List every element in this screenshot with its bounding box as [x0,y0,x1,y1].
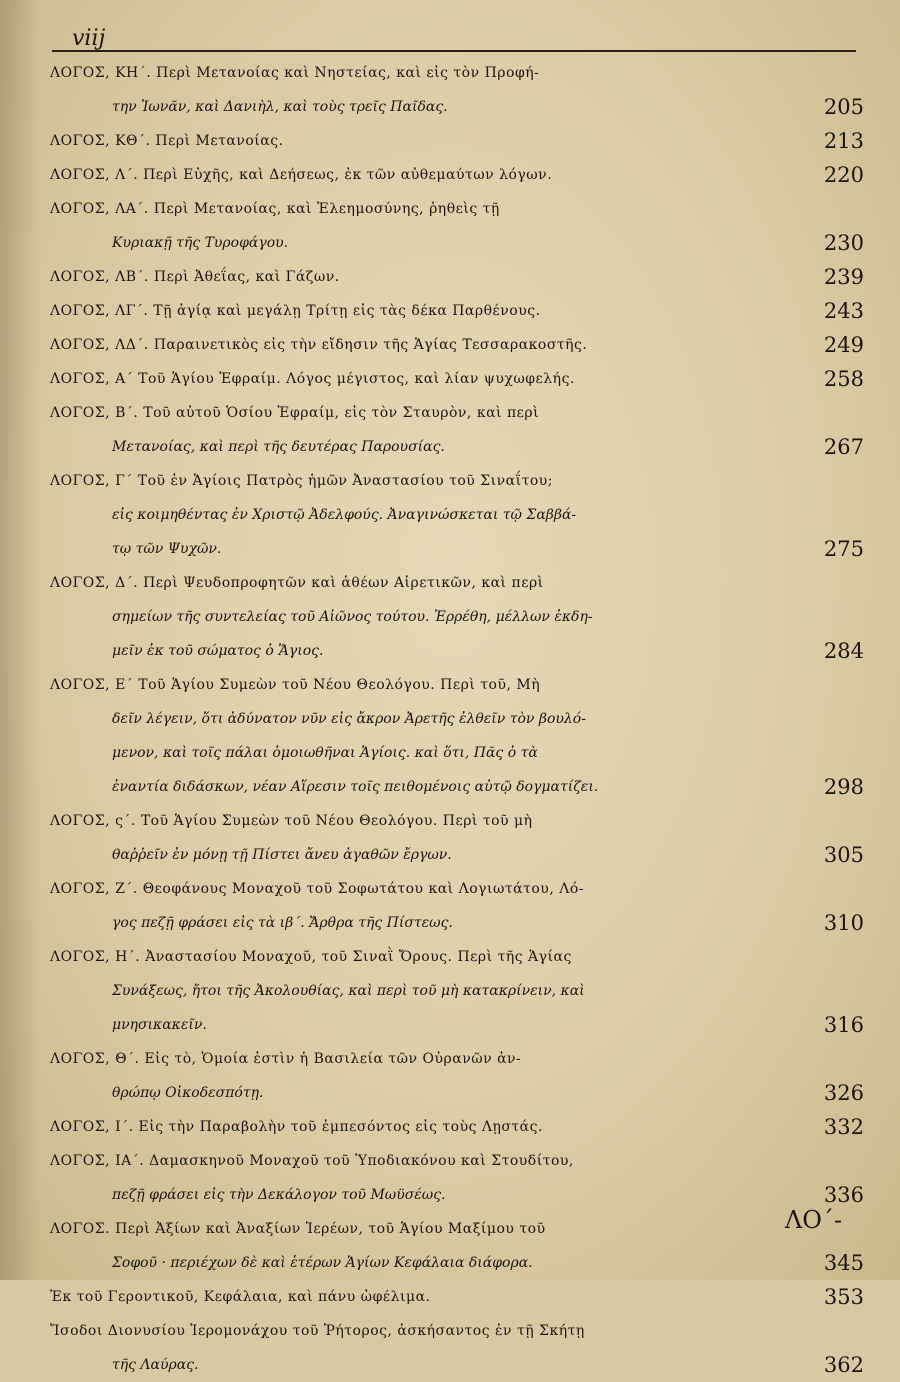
toc-entry [50,804,870,872]
toc-entry-text: ΛΟΓΟΣ, Α΄ Τοῦ Ἁγίου Ἐφραίμ. Λόγος μέγιστος, καὶ λίαν ψυχωφελής. [50,371,575,387]
toc-entry-heading [50,396,870,430]
toc-entry-heading [50,328,870,362]
toc-entry-continuation [50,1246,870,1280]
toc-entry-continuation [50,1348,870,1382]
toc-entry-text: Σοφοῦ · περιέχων δὲ καὶ ἑτέρων Ἁγίων Κεφάλαια διάφορα. [112,1255,533,1271]
page-number: viij [72,26,106,51]
toc-page-number: 239 [823,265,864,289]
toc-page-number: 336 [823,1183,864,1207]
toc-entry-heading [50,668,870,702]
toc-page-number: 275 [823,537,864,561]
toc-entry-continuation [50,702,870,736]
toc-entry-continuation [50,974,870,1008]
toc-entry [50,1280,870,1314]
toc-entry [50,362,870,396]
toc-page-number: 249 [823,333,864,357]
toc-entry-heading [50,56,870,90]
toc-entry-text: ΛΟΓΟΣ, ς΄. Τοῦ Ἁγίου Συμεὼν τοῦ Νέου Θεολόγου. Περὶ τοῦ μὴ [50,813,533,829]
header-rule [52,50,856,52]
toc-entry [50,668,870,804]
toc-entry-heading [50,124,870,158]
toc-entry [50,56,870,124]
toc-entry [50,328,870,362]
toc-page-number: 205 [823,95,864,119]
toc-entry-heading [50,1110,870,1144]
toc-entry-text: τῆς Λαύρας. [112,1357,199,1373]
toc-entry [50,872,870,940]
toc-entry-text: ΛΟΓΟΣ, Γ΄ Τοῦ ἐν Ἁγίοις Πατρὸς ἡμῶν Ἀναστασίου τοῦ Σιναΐτου; [50,473,553,489]
toc-page-number: 345 [823,1251,864,1275]
toc-entry-heading [50,158,870,192]
toc-entry-text: τῳ τῶν Ψυχῶν. [112,541,222,557]
toc-page-number: 362 [823,1353,864,1377]
table-of-contents [50,56,870,1382]
toc-entry [50,294,870,328]
toc-entry-text: ΛΟΓΟΣ, Ι΄. Εἰς τὴν Παραβολὴν τοῦ ἐμπεσόντος εἰς τοὺς Λῃστάς. [50,1119,543,1135]
toc-entry-heading [50,362,870,396]
toc-entry-text: μενον, καὶ τοῖς πάλαι ὁμοιωθῆναι Ἁγίοις. καὶ ὅτι, Πᾶς ὁ τὰ [112,745,538,761]
toc-entry-text: ΛΟΓΟΣ, Η΄. Ἀναστασίου Μοναχοῦ, τοῦ Σιναῒ Ὄρους. Περὶ τῆς Ἁγίας [50,949,572,965]
toc-entry-continuation [50,600,870,634]
toc-entry-continuation [50,430,870,464]
toc-entry-heading [50,260,870,294]
toc-entry-text: μεῖν ἐκ τοῦ σώματος ὁ Ἅγιος. [112,643,324,659]
toc-entry-text: σημείων τῆς συντελείας τοῦ Αἰῶνος τούτου. Ἐρρέθη, μέλλων ἐκδη- [112,609,593,625]
toc-page-number: 213 [823,129,864,153]
toc-entry-heading [50,1280,870,1314]
toc-entry-text: θαῤῥεῖν ἐν μόνῃ τῇ Πίστει ἄνευ ἀγαθῶν ἔργων. [112,847,452,863]
toc-entry-heading [50,464,870,498]
toc-entry-continuation [50,532,870,566]
toc-page-number: 267 [823,435,864,459]
toc-entry [50,192,870,260]
toc-entry-text: Ἴσοδοι Διονυσίου Ἱερομονάχου τοῦ Ῥήτορος, ἀσκήσαντος ἐν τῇ Σκήτῃ [50,1323,585,1339]
toc-entry-heading [50,1212,870,1246]
toc-entry [50,260,870,294]
toc-entry-text: ΛΟΓΟΣ, ΛΓ΄. Τῇ ἁγίᾳ καὶ μεγάλῃ Τρίτῃ εἰς τὰς δέκα Παρθένους. [50,303,541,319]
toc-page-number: 353 [823,1285,864,1309]
toc-entry-continuation [50,838,870,872]
toc-entry-heading [50,1314,870,1348]
toc-entry [50,566,870,668]
toc-entry-text: Συνάξεως, ἤτοι τῆς Ἀκολουθίας, καὶ περὶ τοῦ μὴ κατακρίνειν, καὶ [112,983,585,999]
toc-entry-text: ΛΟΓΟΣ, Δ΄. Περὶ Ψευδοπροφητῶν καὶ ἀθέων Αἱρετικῶν, καὶ περὶ [50,575,544,591]
toc-page-number: 298 [823,775,864,799]
toc-entry [50,940,870,1042]
toc-entry-text: δεῖν λέγειν, ὅτι ἀδύνατον νῦν εἰς ἄκρον Ἀρετῆς ἐλθεῖν τὸν βουλό- [112,711,586,727]
toc-entry-continuation [50,1008,870,1042]
toc-entry-continuation [50,1076,870,1110]
toc-entry [50,396,870,464]
toc-entry-text: ΛΟΓΟΣ, ΛΔ΄. Παραινετικὸς εἰς τὴν εἴδησιν τῆς Ἁγίας Τεσσαρακοστῆς. [50,337,588,353]
toc-entry-text: Ἐκ τοῦ Γεροντικοῦ, Κεφάλαια, καὶ πάνυ ὠφέλιμα. [50,1289,431,1305]
toc-entry-text: γος πεζῇ φράσει εἰς τὰ ιβ΄. Ἄρθρα τῆς Πίστεως. [112,915,453,931]
toc-entry-text: ΛΟΓΟΣ. Περὶ Ἀξίων καὶ Ἀναξίων Ἱερέων, τοῦ Ἁγίου Μαξίμου τοῦ [50,1221,546,1237]
toc-entry-continuation [50,736,870,770]
toc-entry-text: ἐναντία διδάσκων, νέαν Αἵρεσιν τοῖς πειθομένοις αὐτῷ δογματίζει. [112,779,599,795]
toc-entry-heading [50,1042,870,1076]
toc-entry [50,1314,870,1382]
toc-entry-text: εἰς κοιμηθέντας ἐν Χριστῷ Ἀδελφούς. Ἀναγινώσκεται τῷ Σαββά- [112,507,577,523]
toc-entry-heading [50,872,870,906]
toc-entry-text: ΛΟΓΟΣ, ΛΒ΄. Περὶ Ἀθεΐας, καὶ Γάζων. [50,269,340,285]
toc-entry-heading [50,192,870,226]
toc-page-number: 310 [823,911,864,935]
toc-entry [50,1042,870,1110]
toc-entry-text: ΛΟΓΟΣ, Β΄. Τοῦ αὐτοῦ Ὁσίου Ἐφραίμ, εἰς τὸν Σταυρὸν, καὶ περὶ [50,405,540,421]
toc-entry-continuation [50,770,870,804]
toc-entry-continuation [50,226,870,260]
catchword: ΛΟ΄- [784,1206,842,1234]
toc-entry-continuation [50,906,870,940]
toc-entry-text: ΛΟΓΟΣ, Ε΄ Τοῦ Ἁγίου Συμεὼν τοῦ Νέου Θεολόγου. Περὶ τοῦ, Μὴ [50,677,541,693]
toc-entry [50,464,870,566]
toc-page-number: 284 [823,639,864,663]
toc-page-number: 220 [823,163,864,187]
toc-entry [50,1110,870,1144]
toc-page-number: 258 [823,367,864,391]
toc-entry-heading [50,566,870,600]
toc-entry-text: ΛΟΓΟΣ, ΚΗ΄. Περὶ Μετανοίας καὶ Νηστείας, καὶ εἰς τὸν Προφή- [50,65,540,81]
toc-entry-continuation [50,90,870,124]
toc-page-number: 316 [823,1013,864,1037]
toc-page-number: 305 [823,843,864,867]
toc-entry-heading [50,1144,870,1178]
toc-entry [50,1144,870,1212]
toc-page-number: 230 [823,231,864,255]
toc-entry-text: ΛΟΓΟΣ, Ζ΄. Θεοφάνους Μοναχοῦ τοῦ Σοφωτάτου καὶ Λογιωτάτου, Λό- [50,881,584,897]
toc-entry-text: Κυριακῇ τῆς Τυροφάγου. [112,235,289,251]
toc-entry-heading [50,940,870,974]
toc-entry-text: ΛΟΓΟΣ, ΙΑ΄. Δαμασκηνοῦ Μοναχοῦ τοῦ Ὑποδιακόνου καὶ Στουδίτου, [50,1153,574,1169]
toc-entry-text: Μετανοίας, καὶ περὶ τῆς δευτέρας Παρουσίας. [112,439,445,455]
toc-entry-continuation [50,1178,870,1212]
toc-entry-heading [50,804,870,838]
toc-entry-text: μνησικακεῖν. [112,1017,207,1033]
toc-entry [50,124,870,158]
toc-entry-text: ΛΟΓΟΣ, ΛΑ΄. Περὶ Μετανοίας, καὶ Ἐλεημοσύνης, ῥηθεὶς τῇ [50,201,500,217]
toc-entry-text: ΛΟΓΟΣ, ΚΘ΄. Περὶ Μετανοίας. [50,133,284,149]
toc-entry-text: ΛΟΓΟΣ, Θ΄. Εἰς τὸ, Ὁμοία ἐστὶν ἡ Βασιλεία τῶν Οὐρανῶν ἀν- [50,1051,522,1067]
toc-page-number: 326 [823,1081,864,1105]
toc-entry-continuation [50,498,870,532]
toc-entry-continuation [50,634,870,668]
toc-entry-text: θρώπῳ Οἰκοδεσπότῃ. [112,1085,264,1101]
toc-entry [50,158,870,192]
toc-entry [50,1212,870,1280]
toc-entry-text: την Ἰωνᾶν, καὶ Δανιὴλ, καὶ τοὺς τρεῖς Παῖδας. [112,99,448,115]
toc-entry-text: ΛΟΓΟΣ, Λ΄. Περὶ Εὐχῆς, καὶ Δεήσεως, ἐκ τῶν αὐθεμαύτων λόγων. [50,167,553,183]
toc-page-number: 332 [823,1115,864,1139]
toc-entry-heading [50,294,870,328]
toc-page-number: 243 [823,299,864,323]
toc-entry-text: πεζῇ φράσει εἰς τὴν Δεκάλογον τοῦ Μωϋσέως. [112,1187,446,1203]
page-shadow [0,0,40,1280]
